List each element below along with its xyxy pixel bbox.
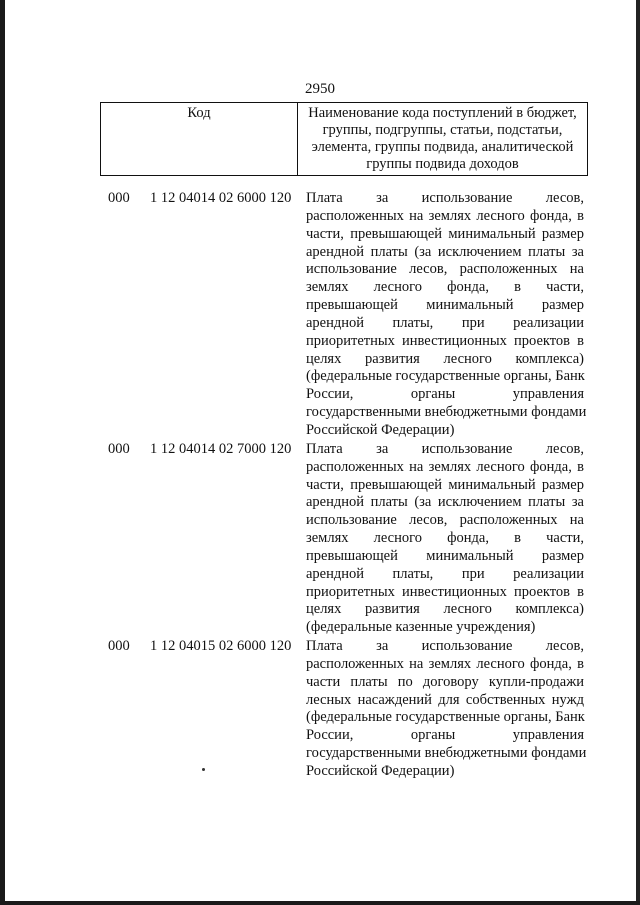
scan-edge-left (0, 0, 5, 905)
description-line: землях лесного фонда, в части, (306, 279, 584, 296)
description-line: Плата за использование лесов, (306, 638, 584, 655)
description-line: лесных насаждений для собственных нужд (306, 691, 584, 708)
description-line: части платы по договору купли-продажи (306, 673, 584, 690)
description-line: арендной платы (за исключением платы за (306, 494, 584, 511)
table-row (108, 638, 588, 781)
header-code: Код (101, 103, 298, 176)
income-code: 1 12 04015 02 6000 120 (150, 638, 292, 655)
scan-edge-bottom (0, 901, 640, 905)
description-line: приоритетных инвестиционных проектов в (306, 332, 584, 349)
admin-code: 000 (108, 190, 130, 206)
scan-speck (202, 768, 205, 771)
description-line: Плата за использование лесов, (306, 190, 584, 206)
column-header-row (101, 103, 588, 176)
description-line: Российской Федерации) (306, 421, 455, 438)
income-description (306, 190, 587, 440)
description-line: приоритетных инвестиционных проектов в (306, 583, 584, 600)
description-line: расположенных на землях лесного фонда, в (306, 458, 584, 475)
description-line: (федеральные казенные учреждения) (306, 619, 536, 636)
description-line: землях лесного фонда, в части, (306, 530, 584, 547)
description-line: России, органы управления (306, 727, 584, 744)
description-line: целях развития лесного комплекса) (306, 601, 584, 618)
income-description (306, 441, 584, 637)
income-code: 1 12 04014 02 7000 120 (150, 440, 292, 457)
description-line: России, органы управления (306, 386, 584, 403)
page-number: 2950 (305, 81, 335, 97)
header-name (298, 103, 588, 176)
admin-code: 000 (108, 638, 130, 655)
description-line: арендной платы (за исключением платы за (306, 243, 584, 260)
description-line: расположенных на землях лесного фонда, в (306, 655, 584, 672)
description-line: арендной платы, при реализации (306, 314, 584, 331)
description-line: расположенных на землях лесного фонда, в (306, 207, 584, 224)
description-line: части, превышающей минимальный размер (306, 225, 584, 242)
code-rows (108, 190, 588, 781)
header-name-line: группы, подгруппы, статьи, подстатьи, (322, 122, 563, 138)
description-line: части, превышающей минимальный размер (306, 476, 584, 493)
scan-edge-right (636, 0, 640, 905)
description-line: Российской Федерации) (306, 763, 455, 779)
description-line: государственными внебюджетными фондами (306, 745, 587, 762)
column-header-table (100, 102, 588, 176)
income-description (306, 638, 587, 781)
description-line: целях развития лесного комплекса) (306, 350, 584, 367)
description-line: арендной платы, при реализации (306, 565, 584, 582)
description-line: использование лесов, расположенных на (306, 512, 584, 529)
table-row (108, 190, 588, 440)
description-line: превышающей минимальный размер (306, 297, 584, 314)
description-line: Плата за использование лесов, (306, 440, 584, 457)
header-name-line: группы подвида доходов (366, 156, 519, 172)
income-code: 1 12 04014 02 6000 120 (150, 190, 292, 206)
description-line: превышающей минимальный размер (306, 547, 584, 564)
header-name-line: элемента, группы подвида, аналитической (311, 139, 574, 155)
description-line: (федеральные государственные органы, Банк (306, 709, 585, 726)
header-name-line: Наименование кода поступлений в бюджет, (308, 105, 577, 121)
description-line: (федеральные государственные органы, Банк (306, 368, 585, 385)
table-row (108, 441, 588, 637)
description-line: государственными внебюджетными фондами (306, 404, 587, 421)
description-line: использование лесов, расположенных на (306, 261, 584, 278)
admin-code: 000 (108, 440, 130, 457)
